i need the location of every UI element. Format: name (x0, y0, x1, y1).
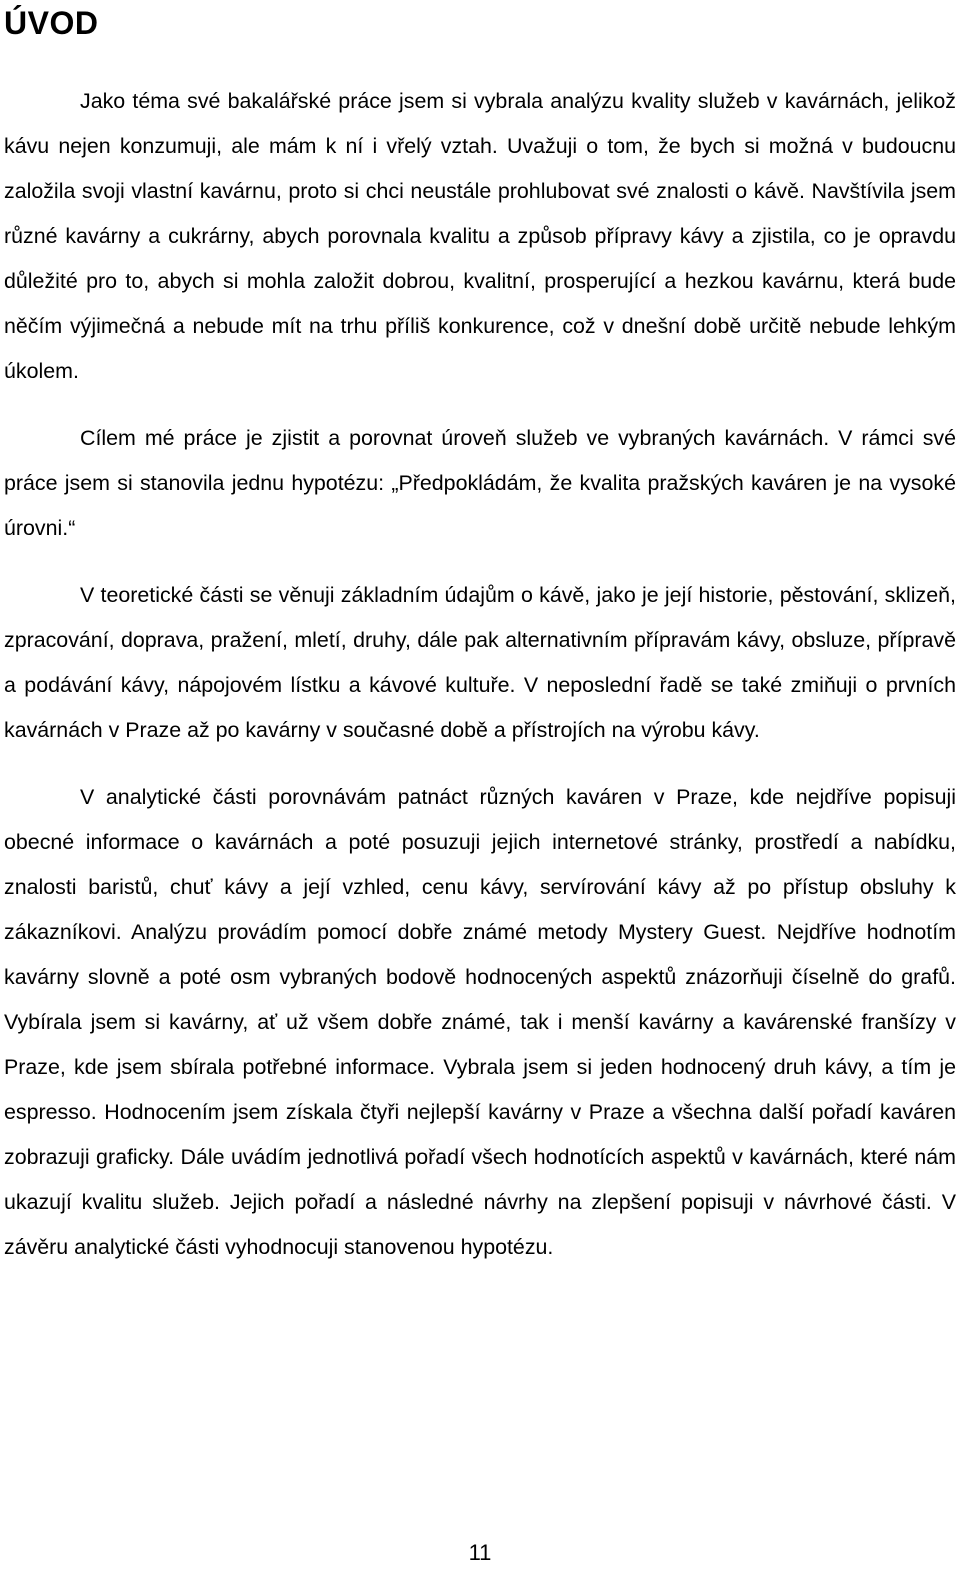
body-text (4, 79, 956, 1270)
paragraph-analysis: V analytické části porovnávám patnáct různých kaváren v Praze, kde nejdříve popisuji obecné informace o kavárnách a poté posuzuji jejich internetové stránky, prostředí a nabídku, znalosti baristů, chuť kávy a její vzhled, cenu kávy, servírování kávy až po přístup obsluhy k zákazníkovi. Analýzu provádím pomocí dobře známé metody Mystery Guest. Nejdříve hodnotím kavárny slovně a poté osm vybraných bodově hodnocených aspektů znázorňuji číselně do grafů. Vybírala jsem si kavárny, ať už všem dobře známé, tak i menší kavárny a kavárenské franšízy v Praze, kde jsem sbírala potřebné informace. Vybrala jsem si jeden hodnocený druh kávy, a tím je espresso. Hodnocením jsem získala čtyři nejlepší kavárny v Praze a všechna další pořadí kaváren zobrazuji graficky. Dále uvádím jednotlivá pořadí všech hodnotících aspektů v kavárnách, které nám ukazují kvalitu služeb. Jejich pořadí a následné návrhy na zlepšení popisuji v návrhové části. V závěru analytické části vyhodnocuji stanovenou hypotézu. (4, 785, 956, 1259)
paragraph-theory: V teoretické části se věnuji základním údajům o kávě, jako je její historie, pěstování, sklizeň, zpracování, doprava, pražení, mletí, druhy, dále pak alternativním přípravám kávy, obsluze, přípravě a podávání kávy, nápojovém lístku a kávové kultuře. V neposlední řadě se také zmiňuji o prvních kavárnách v Praze až po kavárny v současné době a přístrojích na výrobu kávy. (4, 583, 956, 742)
paragraph-goal: Cílem mé práce je zjistit a porovnat úroveň služeb ve vybraných kavárnách. V rámci své práce jsem si stanovila jednu hypotézu: „Předpokládám, že kvalita pražských kaváren je na vysoké úrovni.“ (4, 426, 956, 540)
page-number: 11 (468, 1540, 492, 1565)
chapter-heading: ÚVOD (4, 5, 99, 41)
paragraph-motivation: Jako téma své bakalářské práce jsem si vybrala analýzu kvality služeb v kavárnách, jelikož kávu nejen konzumuji, ale mám k ní i vřelý vztah. Uvažuji o tom, že bych si možná v budoucnu založila svoji vlastní kavárnu, proto si chci neustále prohlubovat své znalosti o kávě. Navštívila jsem různé kavárny a cukrárny, abych porovnala kvalitu a způsob přípravy kávy a zjistila, co je opravdu důležité pro to, abych si mohla založit dobrou, kvalitní, prosperující a hezkou kavárnu, která bude něčím výjimečná a nebude mít na trhu příliš konkurence, což v dnešní době určitě nebude lehkým úkolem. (4, 89, 956, 383)
